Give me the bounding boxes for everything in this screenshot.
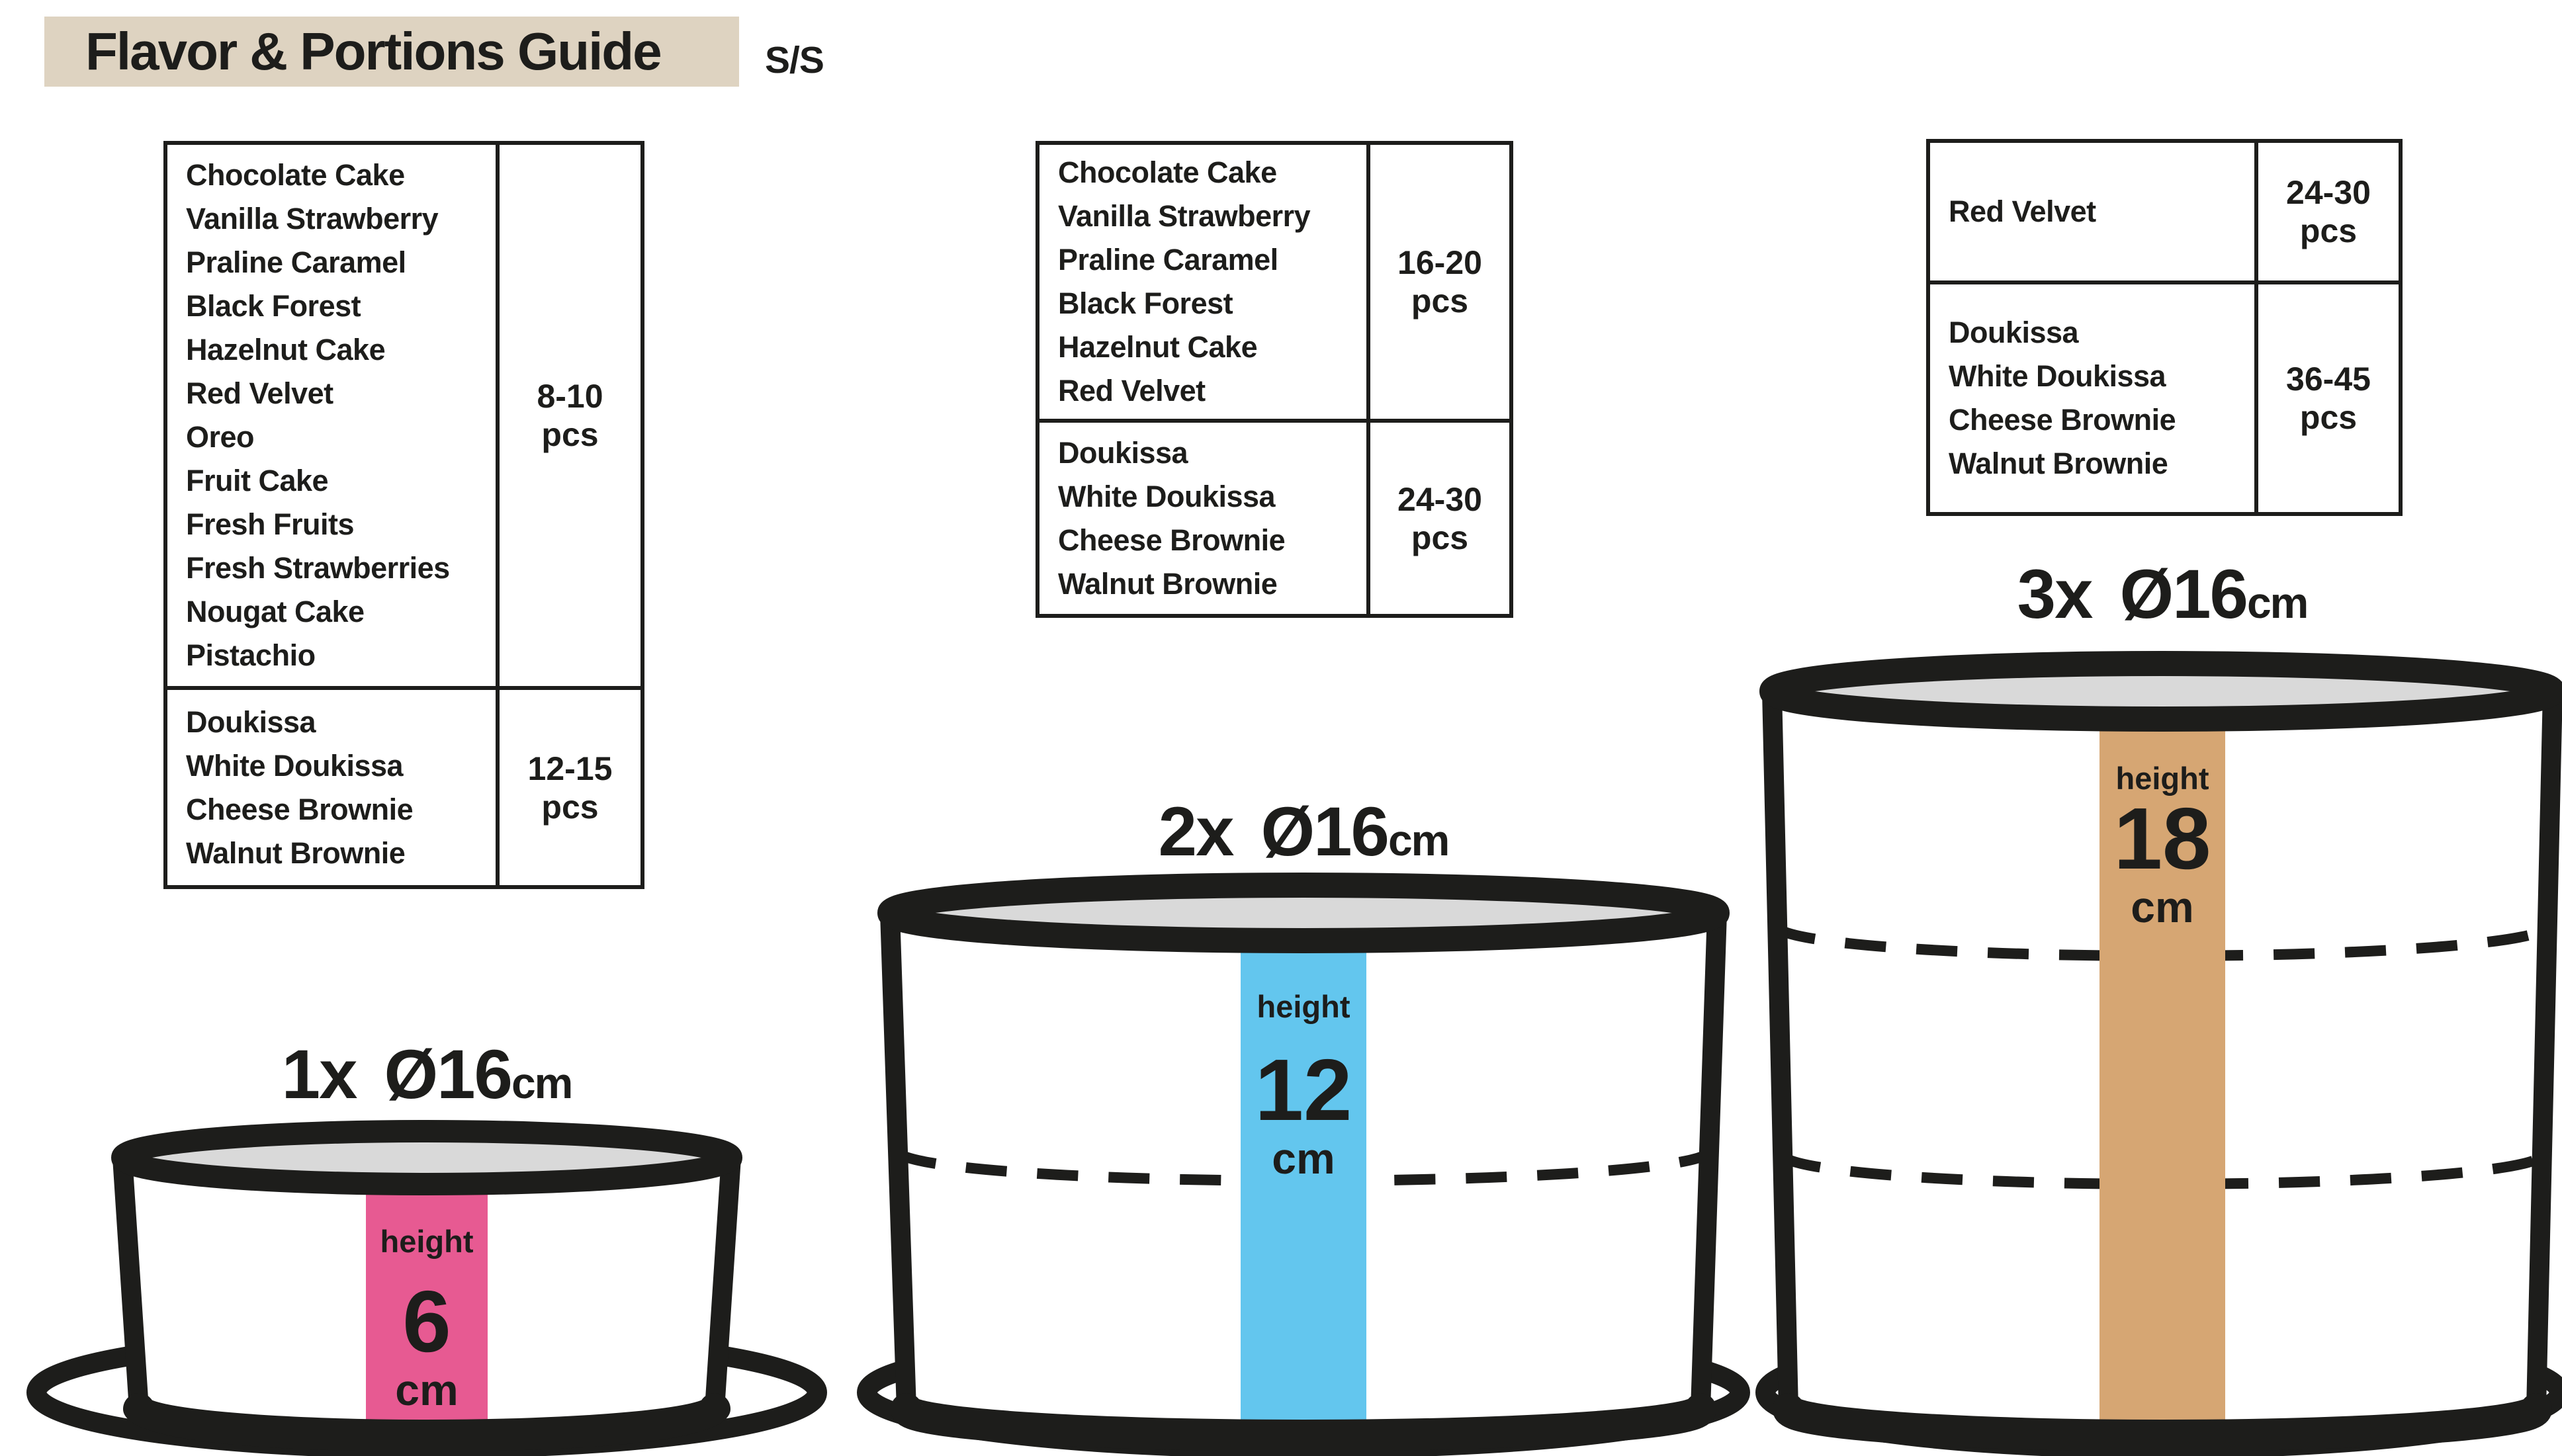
portions-cell <box>1366 145 1509 419</box>
flavor-item: White Doukissa <box>1949 359 2166 393</box>
portions-table-1 <box>163 141 644 889</box>
flavor-item: Walnut Brownie <box>186 835 406 870</box>
portions-cell <box>496 690 640 885</box>
portion-count: 16-20 <box>1397 244 1482 281</box>
table-row <box>1039 419 1509 614</box>
cake-top <box>122 1131 731 1184</box>
height-bar-unit: cm <box>1272 1134 1335 1183</box>
title-suffix: S/S <box>765 39 824 81</box>
cake-size-label: 2x Ø16cm <box>1158 793 1449 871</box>
portion-unit: pcs <box>541 416 599 453</box>
flavor-list <box>167 145 496 686</box>
portions-cell <box>2254 143 2399 280</box>
title-banner <box>44 17 739 87</box>
portions-cell <box>2254 284 2399 512</box>
height-bar-label: height <box>1257 989 1350 1024</box>
flavor-item: Nougat Cake <box>186 595 365 628</box>
portion-count: 24-30 <box>2286 174 2371 211</box>
flavor-item: Black Forest <box>1058 286 1233 320</box>
flavor-item: Fresh Strawberries <box>186 551 450 585</box>
flavor-item: Black Forest <box>186 289 361 323</box>
portion-unit: pcs <box>1411 282 1469 320</box>
portion-count: 24-30 <box>1397 480 1482 518</box>
flavor-item: Chocolate Cake <box>186 158 405 192</box>
flavor-item: Fruit Cake <box>186 464 329 497</box>
flavor-item: Vanilla Strawberry <box>186 202 439 236</box>
flavor-list <box>1930 284 2254 512</box>
portion-count: 36-45 <box>2286 361 2371 398</box>
cake-top <box>1772 664 2553 719</box>
portion-unit: pcs <box>1411 519 1469 556</box>
page-title: Flavor & Portions Guide <box>85 22 661 81</box>
flavor-item: Cheese Brownie <box>1058 523 1286 557</box>
flavor-item: Vanilla Strawberry <box>1058 199 1311 233</box>
height-bar-value: 12 <box>1255 1041 1352 1138</box>
height-bar-label: height <box>2115 761 2209 796</box>
height-bar-value: 18 <box>2113 790 2211 887</box>
cake-top <box>890 885 1717 941</box>
flavor-list <box>1039 423 1366 614</box>
flavor-item: White Doukissa <box>186 748 404 783</box>
flavor-list <box>167 690 496 885</box>
flavor-list <box>1039 145 1366 419</box>
height-bar-value: 6 <box>402 1273 451 1370</box>
flavor-item: Hazelnut Cake <box>1058 330 1258 364</box>
flavor-item: Pistachio <box>186 638 316 672</box>
flavor-item: Red Velvet <box>186 376 333 410</box>
cake-diagram-3 <box>1765 556 2559 1449</box>
height-bar-label: height <box>380 1224 474 1259</box>
flavor-item: Doukissa <box>186 705 316 739</box>
flavor-item: Walnut Brownie <box>1058 566 1278 601</box>
table-row <box>167 145 640 686</box>
table-row <box>1039 145 1509 419</box>
table-row <box>167 686 640 885</box>
flavor-item: Cheese Brownie <box>1949 403 2176 437</box>
flavor-item: Fresh Fruits <box>186 507 355 541</box>
flavor-item: Red Velvet <box>1058 374 1206 407</box>
flavor-item: Praline Caramel <box>1058 243 1278 277</box>
flavor-list <box>1930 143 2254 280</box>
flavor-item: Chocolate Cake <box>1058 155 1277 189</box>
portions-cell <box>496 145 640 686</box>
height-bar-unit: cm <box>2131 882 2194 931</box>
portion-count: 8-10 <box>537 378 603 415</box>
flavor-item: White Doukissa <box>1058 479 1276 513</box>
cake-diagram-1 <box>36 1036 817 1449</box>
portions-table-3 <box>1926 139 2403 516</box>
portion-unit: pcs <box>2299 212 2358 249</box>
flavor-item: Cheese Brownie <box>186 792 414 826</box>
portion-count: 12-15 <box>527 749 613 787</box>
cake-size-label: 1x Ø16cm <box>281 1036 572 1113</box>
cake-size-label: 3x Ø16cm <box>2017 556 2308 633</box>
flavor-item: Doukissa <box>1058 435 1188 470</box>
flavor-item: Doukissa <box>1949 316 2079 349</box>
table-row <box>1930 143 2399 280</box>
flavor-item: Red Velvet <box>1949 194 2096 228</box>
portion-unit: pcs <box>541 788 599 826</box>
flavor-item: Hazelnut Cake <box>186 333 386 366</box>
portions-table-2 <box>1036 141 1513 618</box>
table-row <box>1930 280 2399 512</box>
portion-unit: pcs <box>2299 399 2358 436</box>
flavor-item: Oreo <box>186 420 255 454</box>
portions-cell <box>1366 423 1509 614</box>
cake-diagram-2 <box>867 793 1740 1449</box>
flavor-item: Praline Caramel <box>186 245 406 279</box>
height-bar-unit: cm <box>395 1365 459 1414</box>
flavor-item: Walnut Brownie <box>1949 447 2168 480</box>
